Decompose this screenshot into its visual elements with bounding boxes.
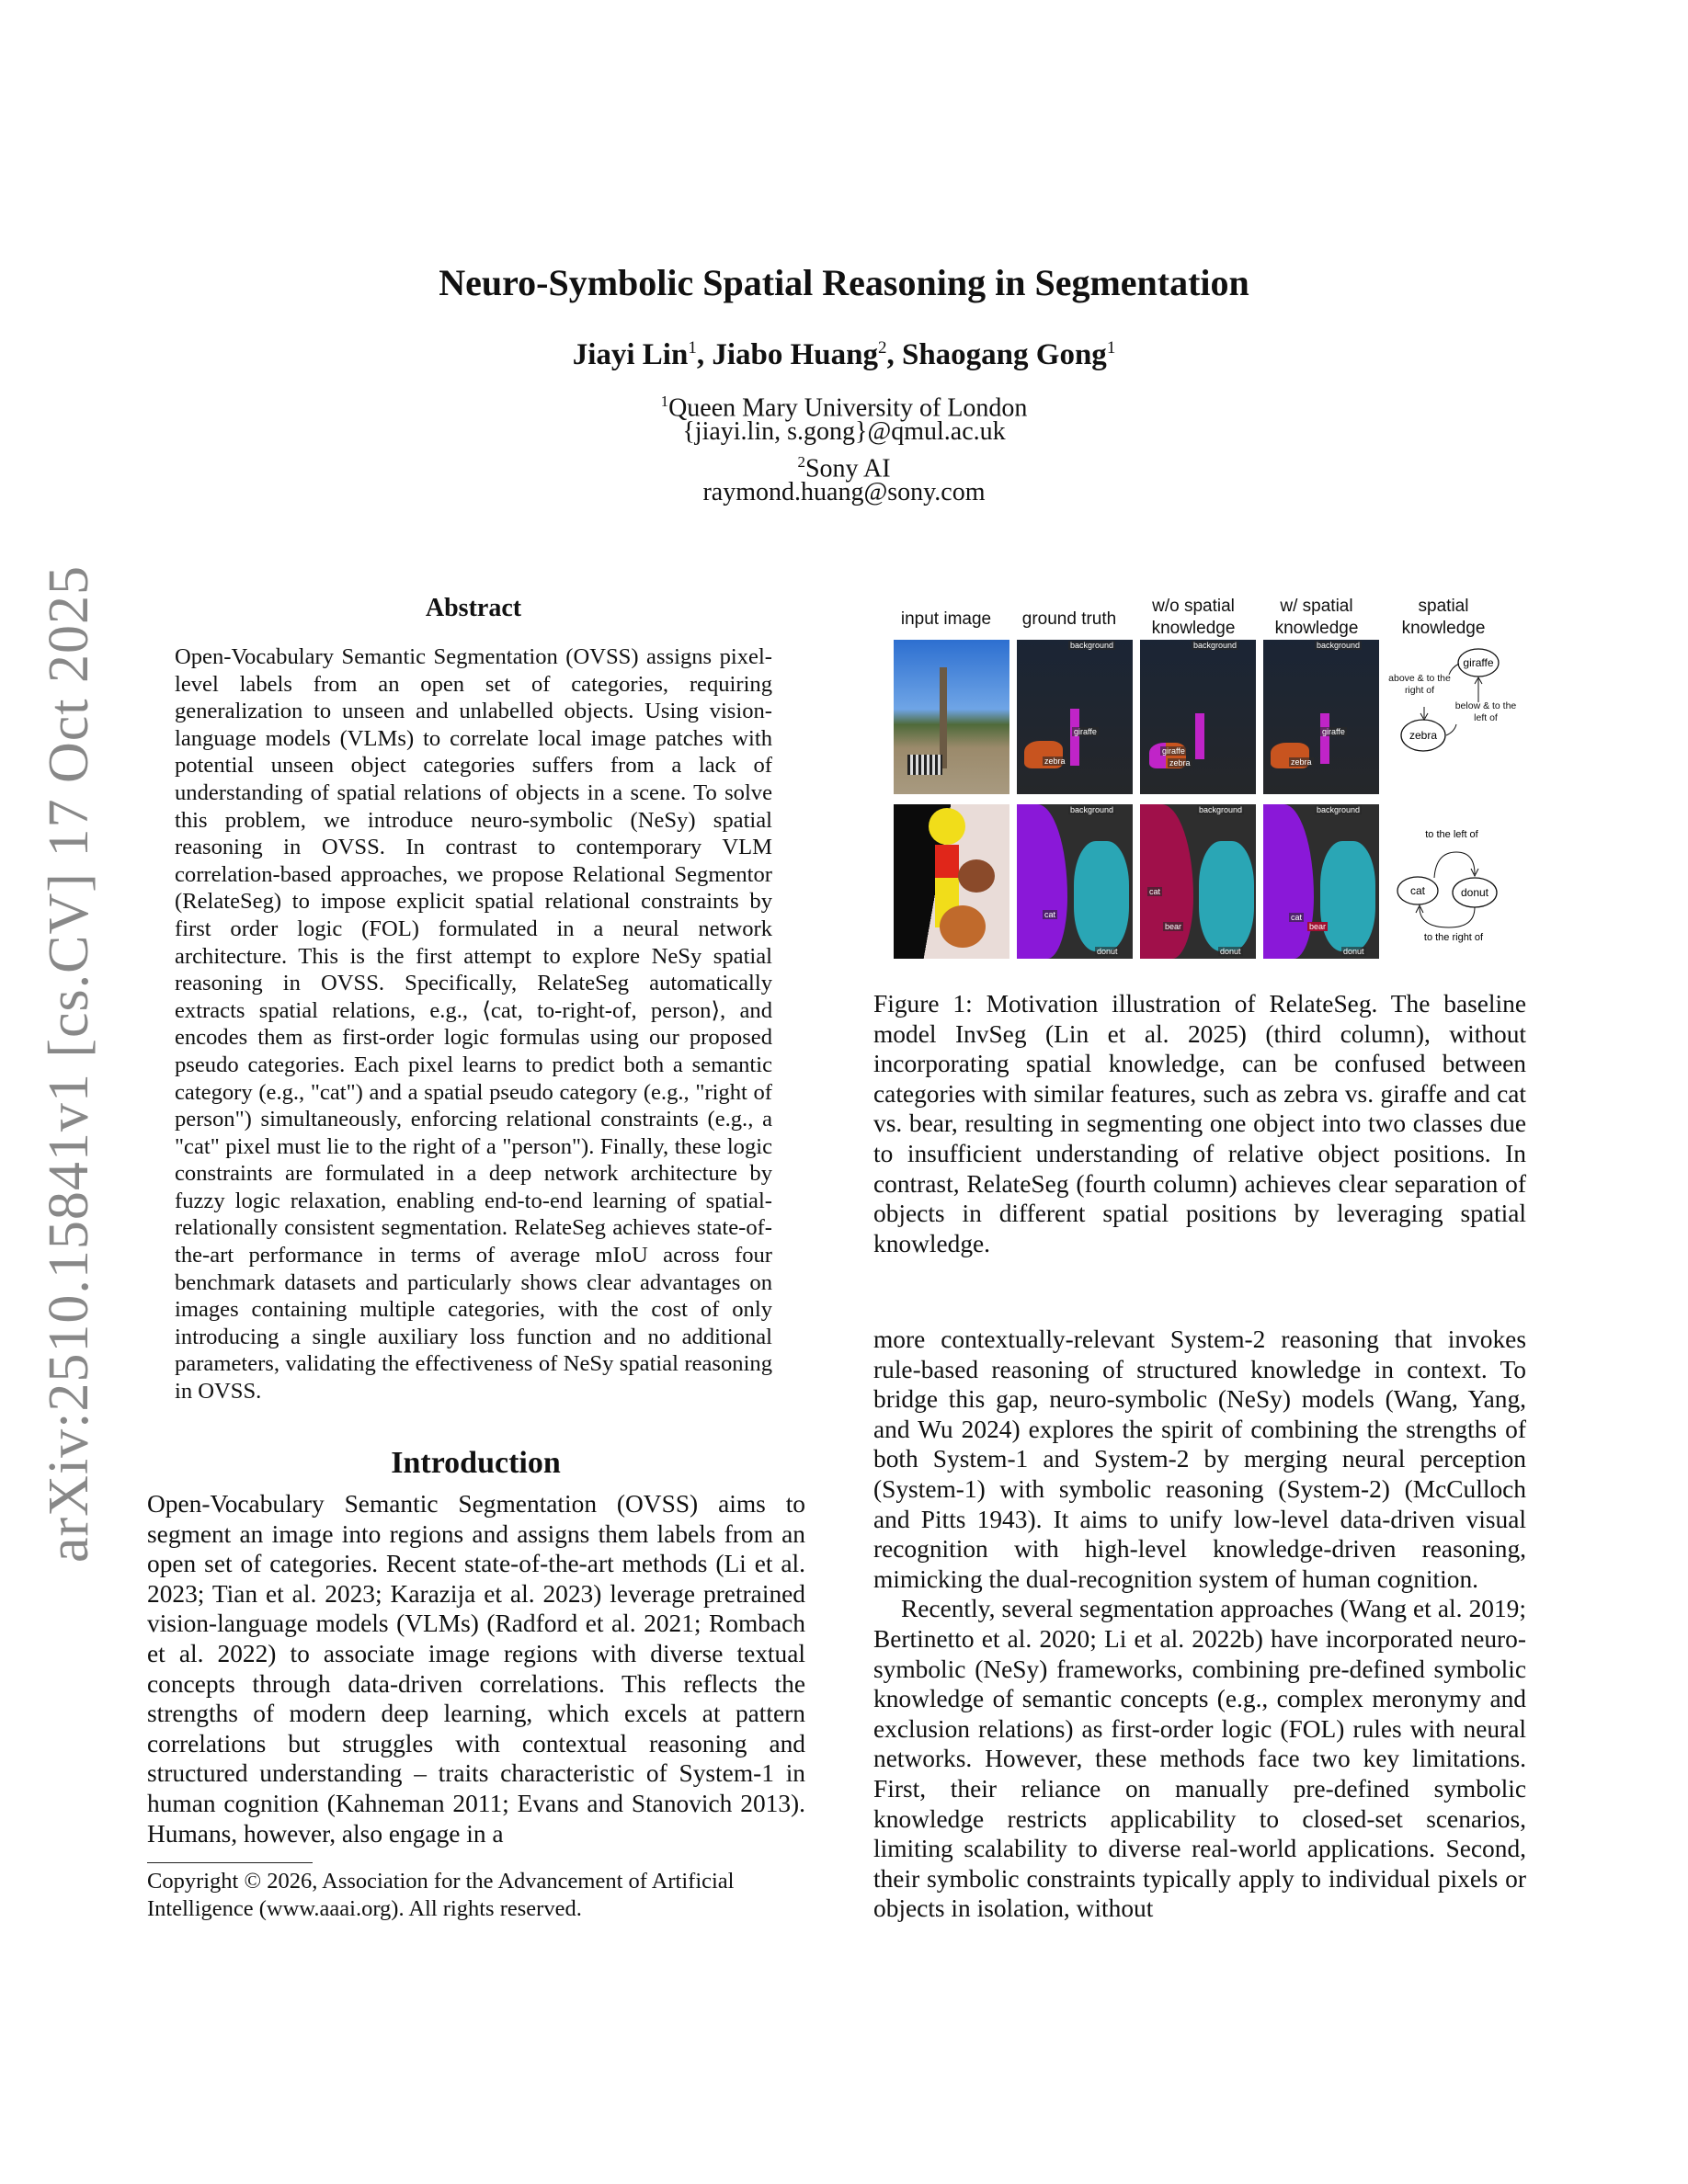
segment-label: background: [1070, 805, 1114, 814]
segment-label: donut: [1220, 947, 1241, 956]
segment-label: background: [1317, 805, 1361, 814]
column-header: ground truth: [1021, 609, 1117, 629]
graph-edge-label: to the left of: [1425, 829, 1478, 840]
footnote-rule: [147, 1862, 313, 1863]
graph-node-label: donut: [1460, 886, 1489, 899]
arrow-icon: [1420, 707, 1428, 720]
baseline-prediction-mask: [1140, 640, 1256, 794]
graph-edge-label: below & to the left of: [1454, 700, 1517, 723]
segment-label: zebra: [1044, 756, 1066, 766]
segment-label: giraffe: [1162, 746, 1185, 756]
spatial-relation-graph-cat-donut: [1383, 804, 1521, 965]
segment-label: zebra: [1291, 757, 1312, 767]
introduction-paragraph-continued: more contextually-relevant System-2 reasoning that invokes rule-based reasoning of structured knowledge in context. To bridge this gap, neuro-symbolic (NeSy) models (Wang, Yang, and Wu 2024) explores the spirit of combining the strengths of both System-1 and System-2 by merging neural perception (System-1) with symbolic reasoning (System-2) (McCulloch and Pitts 1943). It aims to unify low-level data-driven visual recognition with high-level knowledge-driven reasoning, mimicking the dual-recognition system of human cognition.: [873, 1325, 1526, 1593]
introduction-paragraph: Open-Vocabulary Semantic Segmentation (OVSS) aims to segment an image into regions and assigns them labels from an open set of categories. Recent state-of-the-art methods (Li et al. 2023; Tian et al. 2023; Karazija et al. 2023) leverage pretrained vision-language models (VLMs) (Radford et al. 2021; Rombach et al. 2022) to associate image regions with diverse textual concepts through data-driven correlations. This reflects the strengths of modern deep learning, which excels at pattern correlations but struggles with contextual reasoning and structured understanding – traits characteristic of System-1 in human cognition (Kahneman 2011; Evans and Stanovich 2013). Humans, however, also engage in a: [147, 1490, 805, 1848]
ground-truth-mask: [1017, 804, 1133, 959]
affiliation-text: Queen Mary University of London: [668, 393, 1028, 423]
figure-caption: Figure 1: Motivation illustration of RelateSeg. The baseline model InvSeg (Lin et al. 2025) (third column), without incorporating spatial knowledge, can be confused between categories with similar features, such as zebra vs. giraffe and cat vs. bear, resulting in segmenting one object into two classes due to insufficient understanding of relative object positions. In contrast, RelateSeg (fourth column) achieves clear separation of objects in different spatial positions by leveraging spatial knowledge.: [873, 990, 1526, 1257]
arrow-icon: [1434, 852, 1478, 878]
affiliation-email: raymond.huang@sony.com: [702, 478, 986, 506]
graph-node-label: giraffe: [1463, 656, 1494, 669]
affiliation-mark: 1: [660, 392, 669, 410]
segment-label: donut: [1343, 947, 1364, 956]
author-affiliation-mark: 1: [688, 338, 697, 358]
affiliation-email: {jiayi.lin, s.gong}@qmul.ac.uk: [682, 417, 1006, 446]
abstract-text: Open-Vocabulary Semantic Segmentation (OVSS) assigns pixel-level labels from an open set of categories, requiring generalization to unseen and unlabelled objects. Using vision-language models (VLMs) to correlate local image patches with potential unseen object categories suffers from a lack of understanding of spatial relations of objects in a scene. To solve this problem, we introduce neuro-symbolic (NeSy) spatial reasoning in OVSS. In contrast to contemporary VLM correlation-based approaches, we propose Relational Segmentor (RelateSeg) to impose explicit spatial relational constraints by first order logic (FOL) formulated in a neural network architecture. This is the first attempt to explore NeSy spatial reasoning in OVSS. Specifically, RelateSeg automatically extracts spatial relations, e.g., ⟨cat, to-right-of, person⟩, and encodes them as first-order logic formulas using our proposed pseudo categories. Each pixel learns to predict both a semantic category (e.g., "cat") and a spatial pseudo category (e.g., "right of person") simultaneously, enforcing relational constraints (e.g., a "cat" pixel must lie to the right of a "person"). Finally, these logic constraints are formulated in a deep network architecture by fuzzy logic relaxation, enabling end-to-end learning of spatial-relationally consistent segmentation. RelateSeg achieves state-of-the-art performance in terms of average mIoU across four benchmark datasets and particularly shows clear advantages on images containing multiple categories, with the cost of only introducing a single auxiliary loss function and no additional parameters, validating the effectiveness of NeSy spatial reasoning in OVSS.: [175, 644, 772, 1405]
segment-label: background: [1070, 641, 1114, 650]
relateseg-prediction-mask: [1263, 804, 1379, 959]
segment-label: giraffe: [1074, 727, 1097, 736]
paper-title: Neuro-Symbolic Spatial Reasoning in Segmentation: [439, 262, 1249, 303]
copyright-footnote: Copyright © 2026, Association for the Advancement of Artificial Intelligence (www.aaai.org). All rights reserved.: [147, 1869, 735, 1921]
segment-label: bear: [1309, 922, 1327, 931]
column-header: input image: [900, 609, 992, 629]
segment-label: donut: [1097, 947, 1118, 956]
segment-label: background: [1193, 641, 1237, 650]
segment-label: cat: [1044, 910, 1056, 919]
affiliation-text: Sony AI: [804, 454, 891, 483]
graph-edge-label: to the right of: [1423, 932, 1484, 943]
graph-edge-label: above & to the right of: [1388, 673, 1451, 696]
input-image-zoo: [894, 640, 1009, 794]
segment-label: background: [1317, 641, 1361, 650]
author-list: Jiayi Lin$^1$, Jiabo Huang$^2$, Shaogang Gong$^1$: [572, 338, 1116, 371]
author-name: Jiayi Lin: [572, 338, 689, 371]
segment-label: zebra: [1169, 758, 1191, 768]
relateseg-prediction-mask: [1263, 640, 1379, 794]
introduction-heading: Introduction: [391, 1446, 561, 1480]
segment-label: giraffe: [1322, 727, 1345, 736]
author-name: Shaogang Gong: [901, 338, 1107, 371]
column-header: w/o spatial knowledge: [1151, 597, 1236, 638]
ground-truth-mask: [1017, 640, 1133, 794]
arxiv-identifier: arXiv:2510.15841v1 [cs.CV] 17 Oct 2025: [38, 565, 100, 1563]
author-affiliation-mark: 1: [1106, 338, 1116, 358]
spatial-relation-graph-zebra-giraffe: [1383, 640, 1521, 801]
segment-label: bear: [1165, 922, 1182, 931]
right-column-text: [873, 1325, 1526, 1924]
author-name: Jiabo Huang: [712, 338, 878, 371]
graph-node-label: cat: [1409, 884, 1426, 897]
segment-label: cat: [1149, 887, 1161, 896]
column-header: w/ spatial knowledge: [1274, 597, 1359, 638]
arrow-icon: [1416, 905, 1475, 927]
arrow-icon: [1475, 677, 1482, 702]
graph-node-label: zebra: [1409, 729, 1438, 742]
input-image-cat: [894, 804, 1009, 959]
introduction-paragraph: Recently, several segmentation approaches (Wang et al. 2019; Bertinetto et al. 2020; Li et al. 2022b) have incorporated neuro-symbolic (NeSy) frameworks, combining pre-defined symbolic knowledge of semantic concepts (e.g., complex meronymy and exclusion relations) as first-order logic (FOL) rules with neural networks. However, these methods face two key limitations. First, their reliance on manually pre-defined symbolic knowledge restricts applicability to closed-set scenarios, limiting scalability to diverse real-world applications. Second, their symbolic constraints typically apply to individual pixels or objects in isolation, without: [873, 1595, 1526, 1923]
baseline-prediction-mask: [1140, 804, 1256, 959]
segment-label: cat: [1291, 913, 1303, 922]
author-affiliation-mark: 2: [877, 338, 887, 358]
segment-label: background: [1199, 805, 1243, 814]
column-header: spatial knowledge: [1401, 597, 1486, 638]
affiliation-mark: 2: [797, 453, 805, 471]
abstract-heading: Abstract: [425, 594, 522, 622]
figure-1: [886, 588, 1530, 974]
